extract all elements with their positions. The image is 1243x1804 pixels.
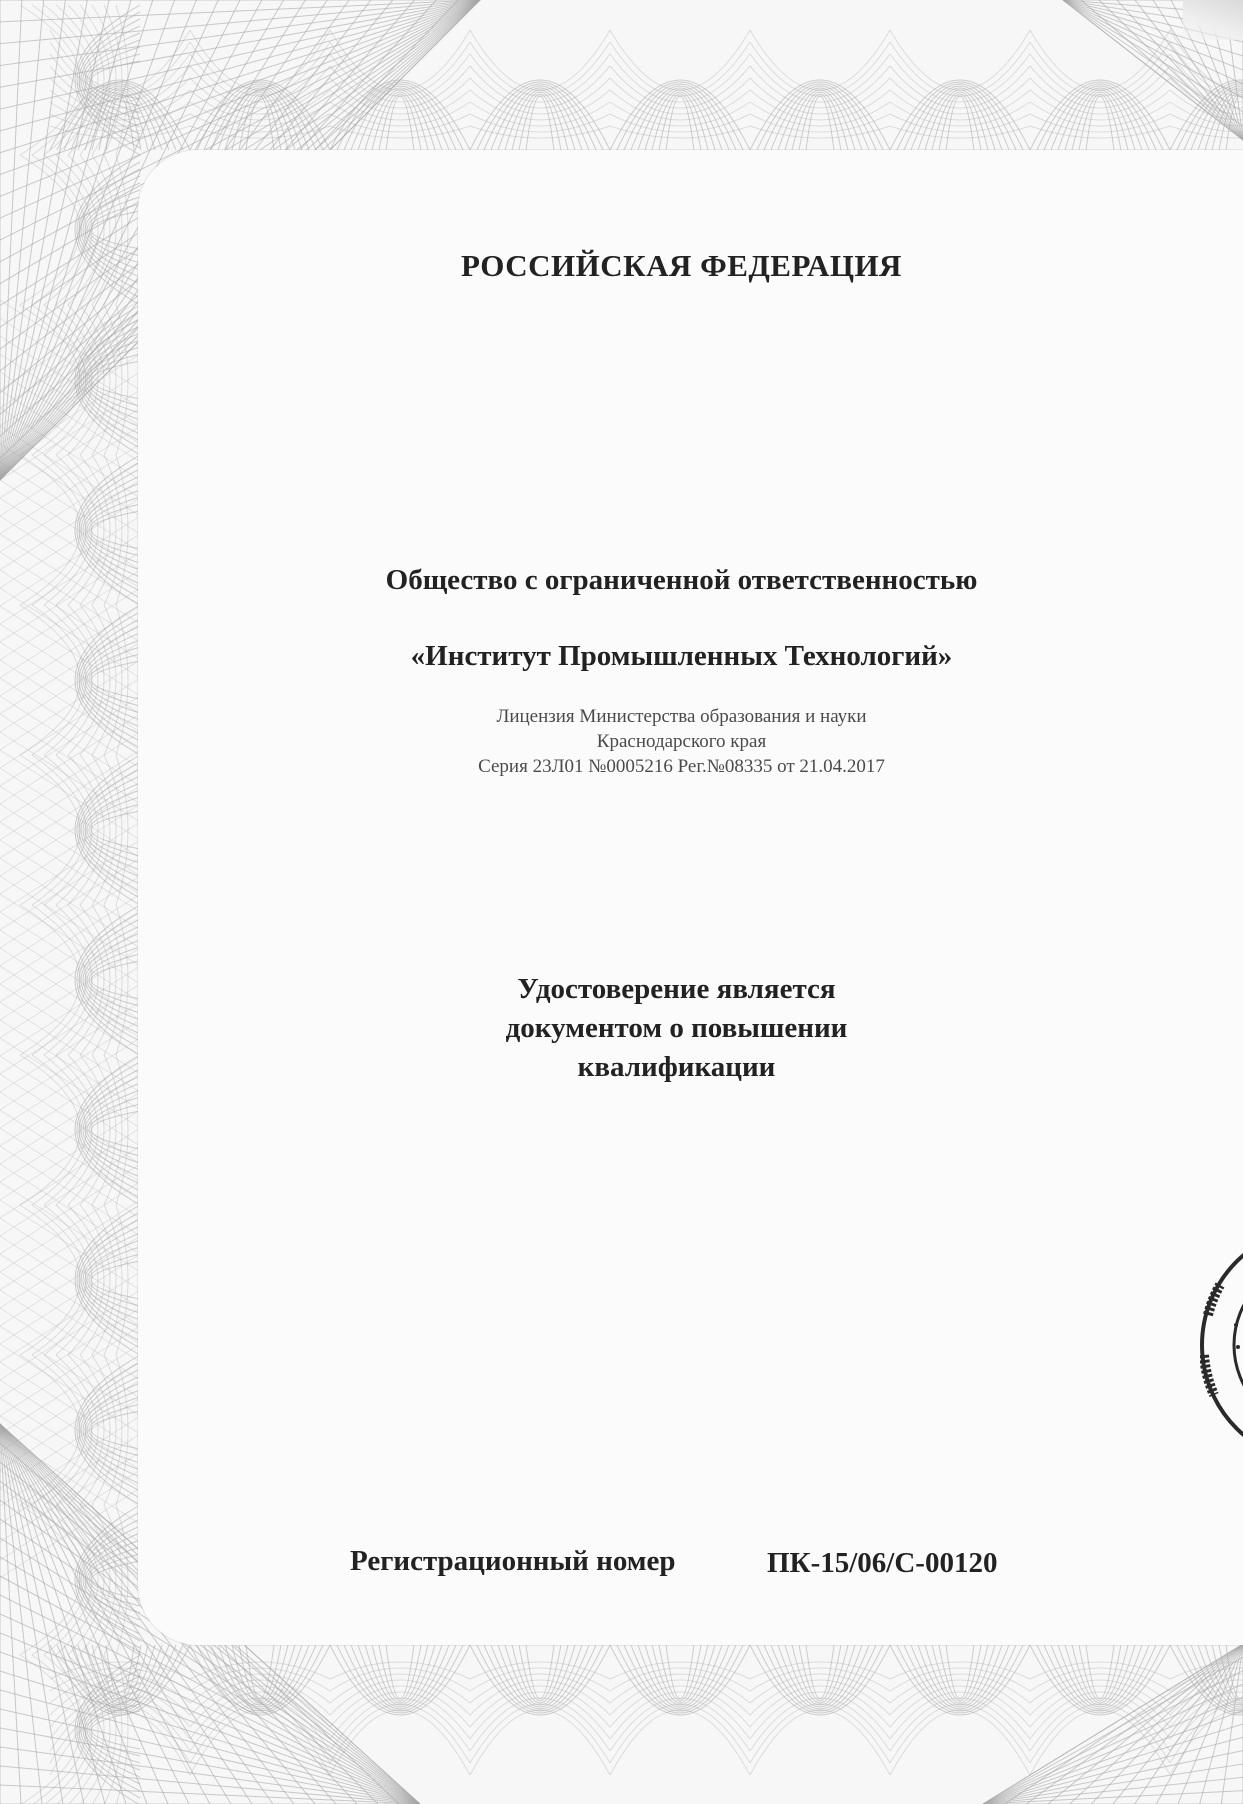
license-line-2: Краснодарского края	[596, 731, 767, 752]
statement-line-1: Удостоверение является	[517, 973, 836, 1005]
country-heading: РОССИЙСКАЯ ФЕДЕРАЦИЯ	[461, 248, 902, 283]
statement-line-3: квалификации	[577, 1051, 776, 1083]
registration-number: ПК-15/06/С-00120	[767, 1547, 998, 1579]
certificate-statement	[55, 970, 1243, 1087]
seal-stamp-icon	[1200, 1245, 1243, 1445]
statement-line-2: документом о повышении	[505, 1012, 848, 1044]
organization-type: Общество с ограниченной ответственностью	[385, 564, 978, 596]
registration-label: Регистрационный номер	[350, 1545, 676, 1577]
organization-name: «Институт Промышленных Технологий»	[410, 640, 953, 672]
license-line-1: Лицензия Министерства образования и науки	[496, 706, 867, 727]
certificate-inner-panel	[138, 150, 1243, 1645]
page-fold-shadow	[1183, 0, 1243, 40]
registration-row	[350, 1545, 1050, 1585]
license-info	[60, 704, 1243, 779]
license-line-3: Серия 23Л01 №0005216 Рег.№08335 от 21.04.2017	[478, 756, 885, 777]
